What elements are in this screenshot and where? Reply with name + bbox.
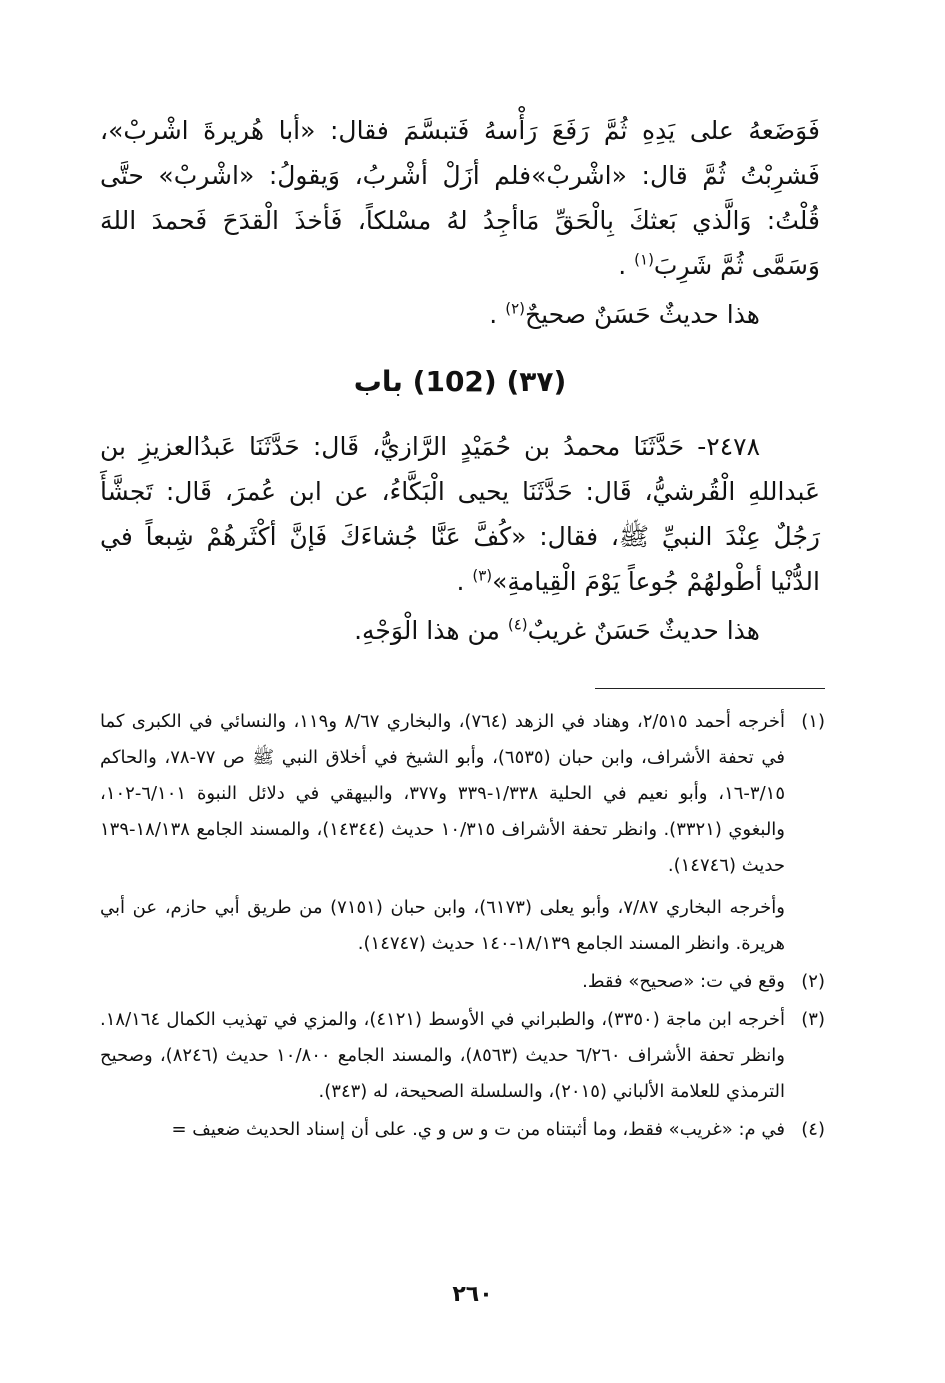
footnote-4 bbox=[100, 1112, 825, 1148]
hadith-text: ٢٤٧٨- حَدَّثَنَا محمدُ بن حُمَيْدٍ الرَّازيُّ، قَال: حَدَّثَنَا عَبدُالعزيزِ بن عَبداللهِ الْقُرشيُّ، قَال: حَدَّثَنَا يحيى الْبَكَّاءُ، عن ابن عُمرَ، قَال: تَجشَّأَ رَجُلٌ عِنْدَ النبيِّ ﷺ، فقال: «كُفَّ عَنَّا جُشاءَكَ فَإنَّ أكْثَرهُمْ شِبعاً في الدُّنْيا أطْولهُمْ جُوعاً يَوْمَ الْقِيامةِ» bbox=[100, 432, 820, 596]
main-text bbox=[100, 108, 820, 653]
footnote-text: في م: «غريب» فقط، وما أثبتناه من ت و س و ي. على أن إسناد الحديث ضعيف = bbox=[171, 1119, 785, 1140]
footnote-1 bbox=[100, 704, 825, 884]
footnote-3 bbox=[100, 1002, 825, 1110]
footnote-ref-1: (١) bbox=[634, 250, 654, 269]
footnote-text: أخرجه ابن ماجة (٣٣٥٠)، والطبراني في الأوسط (٤١٢١)، والمزي في تهذيب الكمال ١٨/١٦٤. وانظر تحفة الأشراف ٦/٢٦٠ حديث (٨٥٦٣)، والمسند الجامع ١٠/٨٠٠ حديث (٨٢٤٦)، وصحيح الترمذي للعلامة الألباني (٢٠١٥)، والسلسلة الصحيحة، له (٣٤٣). bbox=[100, 1009, 786, 1102]
footnote-number: (٣) bbox=[801, 1009, 825, 1030]
page-number: ٢٦٠ bbox=[452, 1282, 493, 1307]
grading-2-text: هذا حديثٌ حَسَنٌ غريبٌ bbox=[527, 616, 760, 645]
continuation-text: فَوَضَعهُ على يَدِهِ ثُمَّ رَفَعَ رَأْسهُ فَتبسَّمَ فقال: «أبا هُريرةَ اشْربْ»، فَشرِبْتُ ثُمَّ قال: «اشْربْ»فلم أزَلْ أشْربُ، وَيقولُ: «اشْربْ» حتَّى قُلْتُ: وَالَّذي بَعثكَ بِالْحَقِّ مَاأجِدُ لهُ مسْلكاً، فَأخذَ الْقدَحَ فَحمدَ اللهَ وَسَمَّى ثُمَّ شَرِبَ bbox=[100, 116, 820, 280]
footnote-ref-2: (٢) bbox=[505, 299, 525, 318]
grading-1 bbox=[100, 292, 820, 337]
footnote-text: وقع في ت: «صحيح» فقط. bbox=[582, 971, 785, 992]
grading-2-end: من هذا الْوَجْهِ. bbox=[354, 616, 508, 645]
footnote-number: (٢) bbox=[801, 971, 825, 992]
footnote-number: (١) bbox=[801, 711, 825, 732]
footnote-number: (٤) bbox=[801, 1119, 825, 1140]
footnote-text: أخرجه أحمد ٢/٥١٥، وهناد في الزهد (٧٦٤)، والبخاري ٨/٦٧ و١١٩، والنسائي في الكبرى كما في تحفة الأشراف، وابن حبان (٦٥٣٥)، وأبو الشيخ في أخلاق النبي ﷺ ص ٧٧-٧٨، والحاكم ٣/١٥-١٦، وأبو نعيم في الحلية ١/٣٣٨-٣٣٩ و٣٧٧، والبيهقي في دلائل النبوة ٦/١٠١-١٠٢، والبغوي (٣٣٢١). وانظر تحفة الأشراف ١٠/٣١٥ حديث (١٤٣٤٤)، والمسند الجامع ١٨/١٣٨-١٣٩ حديث (١٤٧٤٦). bbox=[100, 711, 786, 876]
footnote-ref-4: (٤) bbox=[507, 615, 528, 634]
hadith-2478 bbox=[100, 424, 820, 604]
footnote-ref-3: (٣) bbox=[472, 566, 493, 585]
footnotes bbox=[100, 704, 825, 1150]
footnote-1-extra: وأخرجه البخاري ٧/٨٧، وأبو يعلى (٦١٧٣)، وابن حبان (٧١٥١) من طريق أبي حازم، عن أبي هريرة. وانظر المسند الجامع ١٨/١٣٩-١٤٠ حديث (١٤٧٤٧). bbox=[100, 897, 786, 954]
continuation-end: . bbox=[618, 251, 635, 280]
hadith-end: . bbox=[456, 567, 473, 596]
grading-2 bbox=[100, 608, 820, 653]
hadith-continuation bbox=[100, 108, 820, 288]
grading-1-text: هذا حديثٌ حَسَنٌ صحيحٌ bbox=[524, 300, 760, 329]
footnote-2 bbox=[100, 964, 825, 1000]
grading-1-end: . bbox=[489, 300, 506, 329]
footnote-divider bbox=[595, 688, 825, 689]
chapter-heading: (٣٧) (102) باب bbox=[353, 365, 567, 398]
